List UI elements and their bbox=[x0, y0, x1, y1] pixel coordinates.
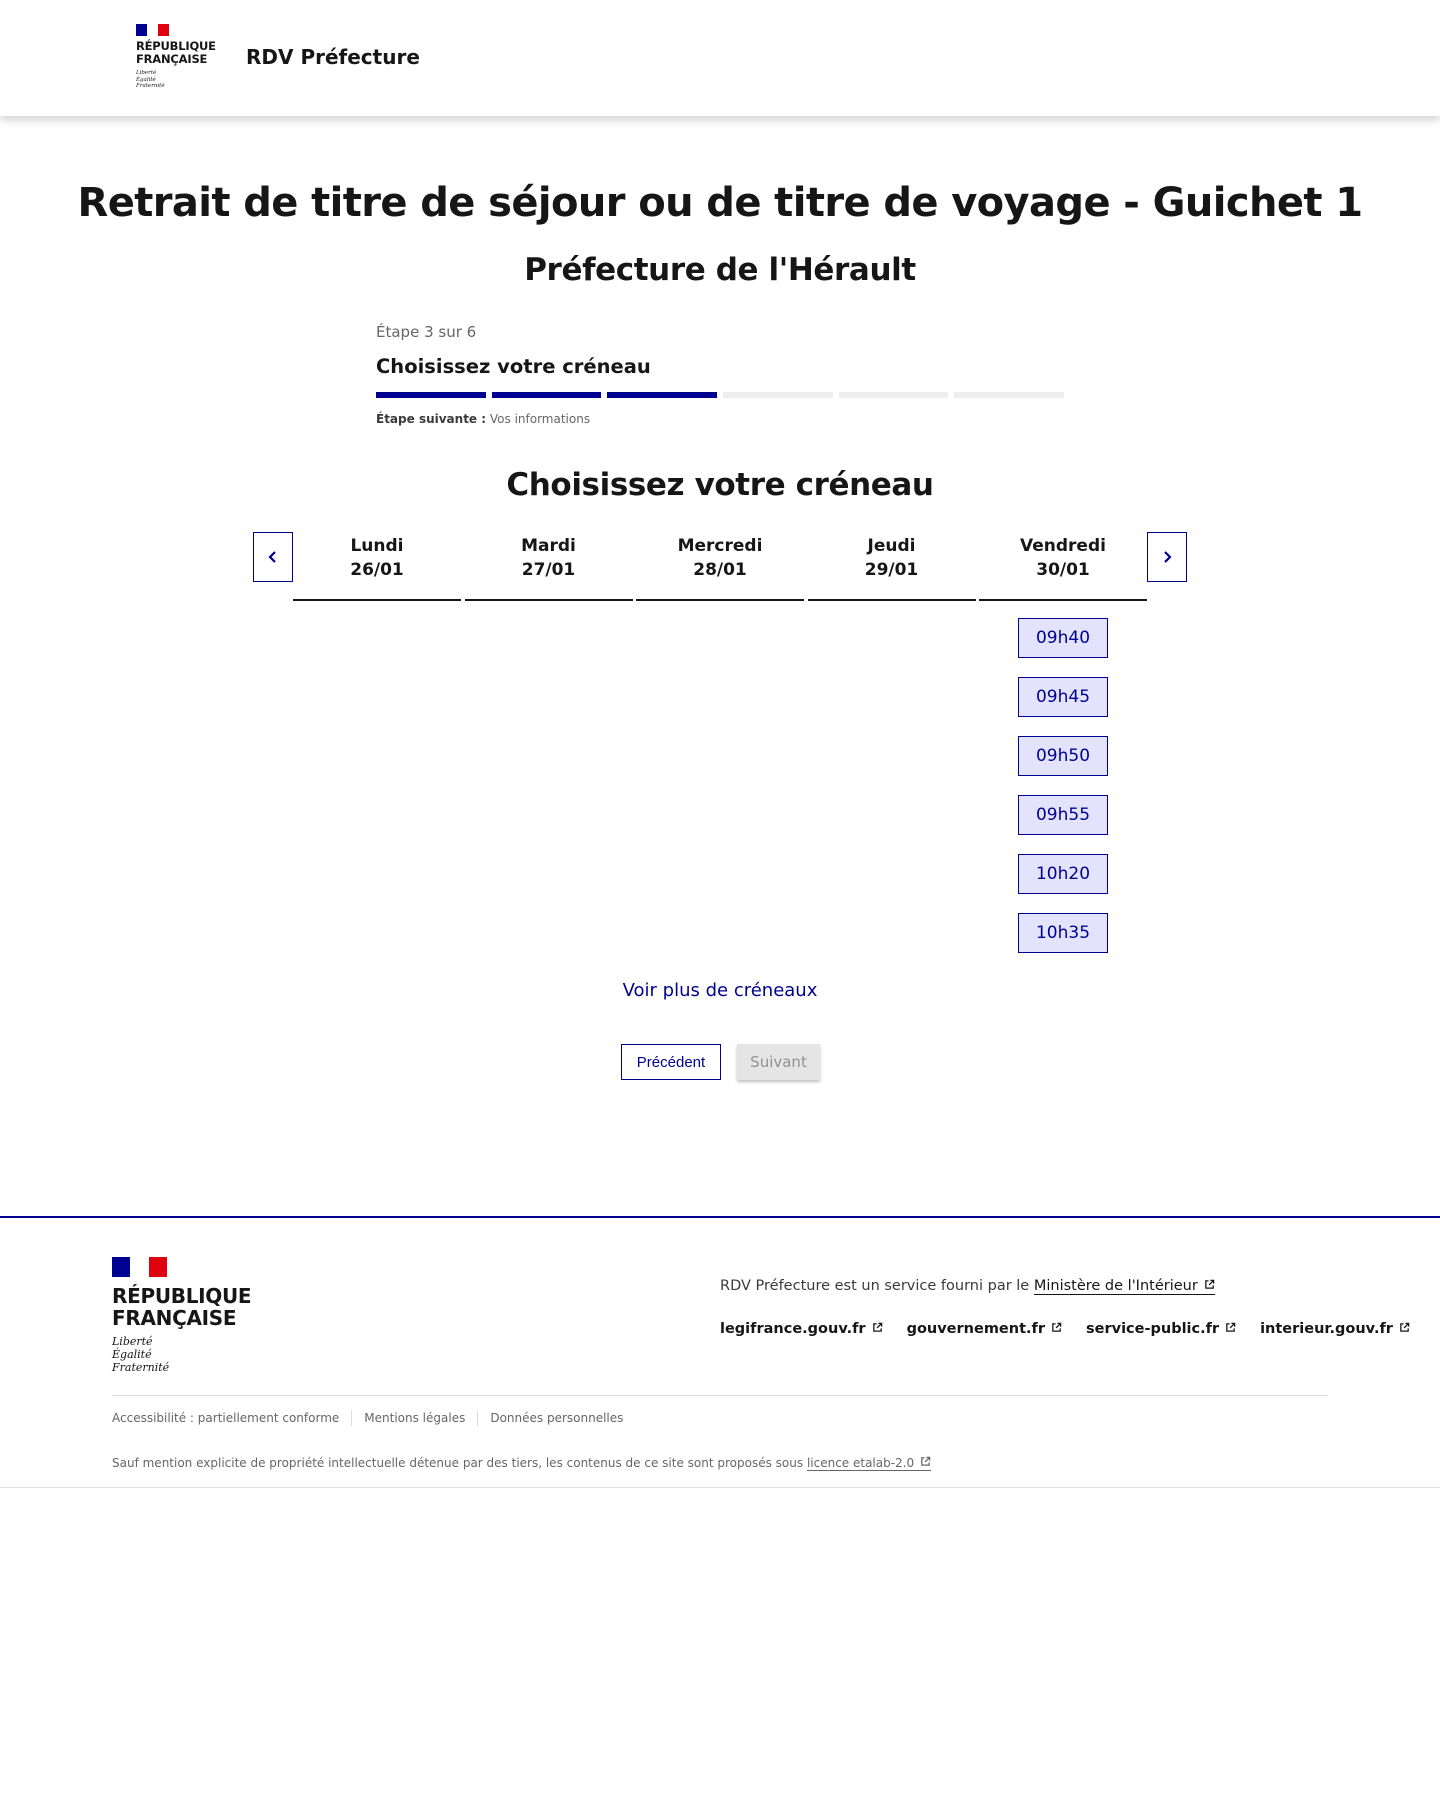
next-week-button[interactable] bbox=[1147, 532, 1187, 582]
license-text: Sauf mention explicite de propriété intellectuelle détenue par des tiers, les contenus de ce site sont proposés sous bbox=[112, 1456, 804, 1470]
day-slots bbox=[293, 601, 461, 618]
day-header bbox=[979, 532, 1147, 601]
footer-bottom-link[interactable]: Données personnelles bbox=[490, 1411, 624, 1425]
day-name: Lundi bbox=[350, 536, 404, 556]
footer-motto-3: Fraternité bbox=[112, 1361, 170, 1374]
footer-description bbox=[720, 1278, 1215, 1294]
day-slots bbox=[465, 601, 633, 618]
footer-link-label: interieur.gouv.fr bbox=[1260, 1321, 1393, 1337]
footer-desc-text: RDV Préfecture est un service fourni par le bbox=[720, 1278, 1030, 1294]
step-bar bbox=[607, 392, 717, 398]
footer-link-label: service-public.fr bbox=[1086, 1321, 1220, 1337]
time-slot-button[interactable]: 09h45 bbox=[1018, 677, 1108, 717]
external-link-icon bbox=[1051, 1322, 1062, 1333]
external-link-icon bbox=[872, 1322, 883, 1333]
day-column bbox=[465, 532, 633, 972]
day-column bbox=[293, 532, 461, 972]
footer-bottom-links bbox=[112, 1410, 623, 1426]
day-name: Jeudi bbox=[867, 536, 916, 556]
footer-logo-text bbox=[112, 1285, 251, 1329]
footer-logo-line1: RÉPUBLIQUE bbox=[112, 1284, 252, 1308]
french-flag-icon bbox=[136, 24, 169, 36]
service-name[interactable]: RDV Préfecture bbox=[246, 45, 420, 69]
step-bar bbox=[492, 392, 602, 398]
day-slots bbox=[636, 601, 804, 618]
footer-bottom-separator bbox=[477, 1410, 478, 1426]
ministere-link-label: Ministère de l'Intérieur bbox=[1033, 1278, 1198, 1294]
calendar-days bbox=[293, 532, 1147, 972]
logo-motto: Liberté Égalité Fraternité bbox=[136, 70, 165, 89]
more-slots-link[interactable]: Voir plus de créneaux bbox=[622, 980, 818, 1001]
page-subtitle: Préfecture de l'Hérault bbox=[524, 252, 916, 288]
license-link-label: licence etalab-2.0 bbox=[806, 1456, 915, 1470]
day-date: 26/01 bbox=[350, 560, 404, 580]
footer-motto bbox=[112, 1335, 251, 1374]
day-slots bbox=[808, 601, 976, 618]
day-date: 29/01 bbox=[864, 560, 919, 580]
french-flag-icon bbox=[112, 1257, 167, 1277]
day-header bbox=[636, 532, 804, 601]
footer-link[interactable] bbox=[1260, 1321, 1410, 1337]
step-title: Choisissez votre créneau bbox=[376, 355, 651, 378]
footer-license bbox=[112, 1456, 931, 1470]
external-link-icon bbox=[1225, 1322, 1236, 1333]
footer-links bbox=[720, 1321, 1410, 1337]
republique-francaise-logo[interactable] bbox=[136, 24, 216, 90]
next-step-value: Vos informations bbox=[489, 412, 591, 426]
footer-bottom-link[interactable]: Accessibilité : partiellement conforme bbox=[112, 1411, 340, 1425]
day-header bbox=[293, 532, 461, 601]
footer-link[interactable] bbox=[720, 1321, 883, 1337]
stepper bbox=[376, 323, 1064, 426]
footer-bottom-link[interactable]: Mentions légales bbox=[364, 1411, 466, 1425]
day-name: Mercredi bbox=[677, 536, 763, 556]
logo-text: RÉPUBLIQUE FRANÇAISE bbox=[136, 39, 216, 66]
time-slot-button[interactable]: 09h50 bbox=[1018, 736, 1108, 776]
step-bar bbox=[954, 392, 1064, 398]
day-name: Mardi bbox=[521, 536, 576, 556]
footer-logo[interactable] bbox=[112, 1257, 251, 1374]
time-slot-button[interactable]: 09h55 bbox=[1018, 795, 1108, 835]
chevron-right-icon bbox=[1161, 550, 1173, 564]
next-button-disabled: Suivant bbox=[737, 1044, 820, 1080]
footer-motto-2: Égalité bbox=[112, 1348, 152, 1361]
chevron-left-icon bbox=[267, 550, 279, 564]
time-slot-button[interactable]: 10h35 bbox=[1018, 913, 1108, 953]
page-title: Retrait de titre de séjour ou de titre de voyage - Guichet 1 bbox=[77, 180, 1363, 226]
next-step-info bbox=[376, 412, 1064, 426]
footer-link[interactable] bbox=[1086, 1321, 1236, 1337]
step-progress-bars bbox=[376, 392, 1064, 398]
footer-link-label: gouvernement.fr bbox=[906, 1321, 1045, 1337]
day-column bbox=[636, 532, 804, 972]
time-slot-button[interactable]: 10h20 bbox=[1018, 854, 1108, 894]
day-header bbox=[808, 532, 976, 601]
previous-week-button[interactable] bbox=[253, 532, 293, 582]
section-title: Choisissez votre créneau bbox=[506, 467, 934, 503]
footer-link-label: legifrance.gouv.fr bbox=[720, 1321, 866, 1337]
step-count: Étape 3 sur 6 bbox=[376, 323, 477, 341]
day-date: 30/01 bbox=[1036, 560, 1090, 580]
site-footer bbox=[0, 1216, 1440, 1488]
day-header bbox=[465, 532, 633, 601]
step-bar bbox=[723, 392, 833, 398]
footer-link[interactable] bbox=[907, 1321, 1062, 1337]
footer-bottom-separator bbox=[351, 1410, 352, 1426]
external-link-icon bbox=[1204, 1279, 1215, 1290]
footer-motto-1: Liberté bbox=[112, 1335, 153, 1348]
next-step-label: Étape suivante : bbox=[376, 412, 487, 426]
time-slot-button[interactable]: 09h40 bbox=[1018, 618, 1108, 658]
footer-divider bbox=[112, 1395, 1328, 1396]
footer-logo-line2: FRANÇAISE bbox=[112, 1306, 237, 1330]
step-bar bbox=[839, 392, 949, 398]
day-column bbox=[979, 532, 1147, 972]
external-link-icon bbox=[1399, 1322, 1410, 1333]
previous-button[interactable]: Précédent bbox=[621, 1044, 721, 1080]
ministere-link[interactable] bbox=[1034, 1278, 1215, 1295]
license-link[interactable] bbox=[807, 1456, 931, 1471]
external-link-icon bbox=[920, 1456, 931, 1467]
day-name: Vendredi bbox=[1020, 536, 1106, 556]
day-slots bbox=[979, 601, 1147, 972]
day-date: 28/01 bbox=[693, 560, 747, 580]
day-date: 27/01 bbox=[521, 560, 576, 580]
step-bar bbox=[376, 392, 486, 398]
site-header bbox=[0, 0, 1440, 116]
day-column bbox=[808, 532, 976, 972]
